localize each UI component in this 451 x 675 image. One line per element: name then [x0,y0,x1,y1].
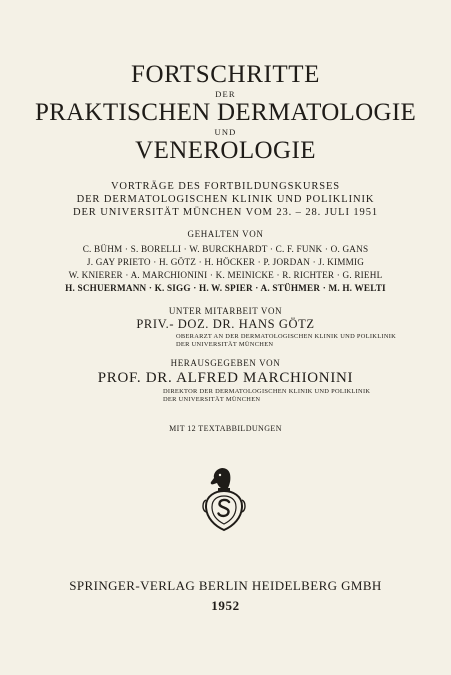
title-connector-der: DER [215,89,236,99]
speakers-line-2: J. GAY PRIETO · H. GÖTZ · H. HÖCKER · P. JORDAN · J. KIMMIG [86,257,365,267]
subtitle-line-1: VORTRÄGE DES FORTBILDUNGSKURSES [110,181,341,192]
speakers-line-4: H. SCHUERMANN · K. SIGG · H. W. SPIER · A. STÜHMER · M. H. WELTI [65,283,386,293]
editor-affiliation-line-2: DER UNIVERSITÄT MÜNCHEN [163,396,261,403]
springer-knight-logo-icon [200,466,248,532]
publisher-name: SPRINGER-VERLAG BERLIN HEIDELBERG GMBH [69,578,382,593]
title-line-2: PRAKTISCHEN DERMATOLOGIE [34,99,417,126]
speakers-line-1: C. BÜHM · S. BORELLI · W. BURCKHARDT · C. F. FUNK · O. GANS [82,244,369,254]
publication-year: 1952 [211,598,240,613]
collaborator-name: PRIV.- DOZ. DR. HANS GÖTZ [136,317,315,331]
title-line-1: FORTSCHRITTE [130,61,321,88]
collaborator-affiliation-line-2: DER UNIVERSITÄT MÜNCHEN [176,341,274,348]
collaboration-label: UNTER MITARBEIT VON [168,306,283,316]
editor-label: HERAUSGEGEBEN VON [170,358,281,368]
collaborator-affiliation-line-1: OBERARZT AN DER DERMATOLOGISCHEN KLINIK UND POLIKLINIK [176,333,397,340]
subtitle-line-3: DER UNIVERSITÄT MÜNCHEN VOM 23. – 28. JULI 1951 [73,207,378,218]
illustrations-note: MIT 12 TEXTABBILDUNGEN [169,424,282,433]
speakers-line-3: W. KNIERER · A. MARCHIONINI · K. MEINICKE · R. RICHTER · G. RIEHL [68,270,383,280]
subtitle-line-2: DER DERMATOLOGISCHEN KLINIK UND POLIKLINIK [76,194,375,205]
title-connector-und: UND [214,127,237,137]
editor-name: PROF. DR. ALFRED MARCHIONINI [97,370,354,386]
editor-affiliation-line-1: DIREKTOR DER DERMATOLOGISCHEN KLINIK UND POLIKLINIK [163,388,371,395]
speakers-label: GEHALTEN VON [187,229,264,239]
title-line-3: VENEROLOGIE [135,137,316,164]
